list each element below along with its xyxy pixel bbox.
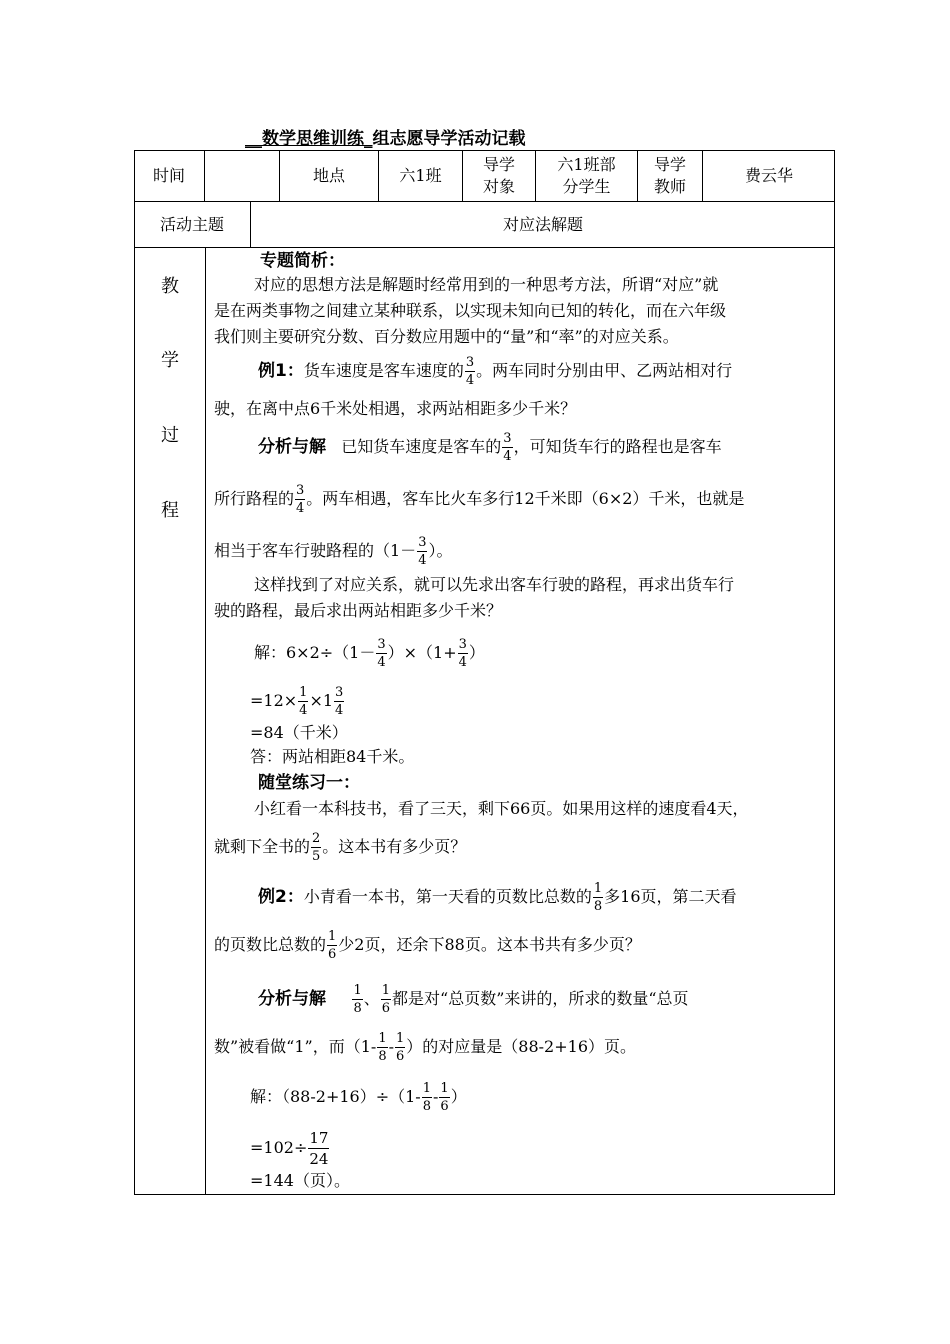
analysis-text: ）的对应量是（88-2+16）页。 <box>406 1037 636 1056</box>
fraction <box>439 1080 449 1115</box>
analysis-label: 分析与解 <box>258 437 326 457</box>
process-label-char: 学 <box>161 350 179 371</box>
denominator: 4 <box>465 373 475 388</box>
title-suffix: 组志愿导学活动记载 <box>372 129 526 149</box>
practice-text: 就剩下全书的 <box>214 837 311 856</box>
teacher-value: 费云华 <box>744 166 793 185</box>
title-underline: __ <box>245 129 262 149</box>
practice-text: 。这本书有多少页？ <box>322 837 467 856</box>
fraction <box>395 1030 405 1065</box>
example-text: 少2页，还余下88页。这本书共有多少页？ <box>338 935 641 954</box>
analysis-1-line: 这样找到了对应关系，就可以先求出客车行驶的路程，再求出货车行 <box>254 575 735 594</box>
numerator: 1 <box>381 983 391 998</box>
process-label-char: 教 <box>161 276 179 297</box>
page-title <box>245 128 705 150</box>
fraction <box>417 534 427 569</box>
intro-line: 是在两类事物之间建立某种联系，以实现未知向已知的转化，而在六年级 <box>214 301 727 320</box>
numerator: 3 <box>377 637 386 652</box>
target-label-line: 导学 <box>482 155 515 174</box>
fraction <box>311 830 321 865</box>
analysis-1-line: 驶的路程，最后求出两站相距多少千米？ <box>214 601 503 620</box>
denominator: 6 <box>328 947 337 962</box>
example-2-label: 例2： <box>258 887 304 907</box>
practice-1-line <box>214 830 828 865</box>
example-text: 的页数比总数的 <box>214 935 327 954</box>
analysis-1-line <box>214 534 828 569</box>
analysis-1-line <box>214 482 828 517</box>
fraction <box>422 1080 432 1115</box>
practice-1-heading: 随堂练习一： <box>258 773 360 793</box>
analysis-text: 、 <box>363 989 380 1008</box>
fraction <box>295 482 305 517</box>
fraction <box>381 982 391 1017</box>
example-2-line <box>214 928 828 963</box>
analysis-text: 所行路程的 <box>214 489 295 508</box>
numerator: 3 <box>418 535 427 550</box>
solution-text: ×1 <box>309 691 334 710</box>
example-text: 小青看一本书，第一天看的页数比总数的 <box>303 887 592 906</box>
denominator: 6 <box>381 1001 391 1016</box>
numerator: 17 <box>309 1129 329 1147</box>
solution-2-line <box>250 1080 864 1115</box>
target-label-line: 对象 <box>482 177 515 196</box>
analysis-text: ）。 <box>428 541 453 560</box>
analysis-1-line <box>258 430 872 465</box>
analysis-text: 相当于客车行驶路程的（1－ <box>214 541 417 560</box>
example-1-line: 驶，在离中点6千米处相遇，求两站相距多少千米？ <box>214 399 577 418</box>
solution-1-line: =84（千米） <box>250 723 348 742</box>
fraction <box>327 928 337 963</box>
numerator: 3 <box>296 483 305 498</box>
title-subject: 数学思维训练 <box>262 129 364 149</box>
numerator: 1 <box>328 929 337 944</box>
solution-text: ） <box>468 643 485 662</box>
analysis-label: 分析与解 <box>258 989 326 1009</box>
analysis-text: 。两车相遇，客车比火车多行12千米即（6×2）千米，也就是 <box>306 489 745 508</box>
fraction <box>376 636 386 671</box>
denominator: 8 <box>422 1099 431 1114</box>
denominator: 4 <box>418 553 427 568</box>
topic-label: 活动主题 <box>159 215 224 234</box>
solution-2-line <box>250 1128 864 1169</box>
fraction <box>352 982 362 1017</box>
solution-text: - <box>433 1087 439 1106</box>
denominator: 6 <box>396 1049 405 1064</box>
analysis-text: ，可知货车行的路程也是客车 <box>513 437 722 456</box>
denominator: 4 <box>458 655 467 670</box>
numerator: 1 <box>299 685 308 700</box>
solution-text: ） <box>450 1087 467 1106</box>
numerator: 3 <box>458 637 467 652</box>
fraction <box>465 354 475 389</box>
solution-text: ）×（1+ <box>387 643 457 662</box>
numerator: 1 <box>378 1031 387 1046</box>
fraction <box>334 684 344 719</box>
solution-text: =102÷ <box>250 1138 308 1157</box>
numerator: 1 <box>440 1081 449 1096</box>
example-text: 。两车同时分别由甲、乙两站相对行 <box>476 361 733 380</box>
analysis-text: 数”被看做“1”，而（1- <box>214 1037 377 1056</box>
process-label-char: 过 <box>161 425 179 446</box>
table-rule <box>205 247 206 1195</box>
intro-line: 我们则主要研究分数、百分数应用题中的“量”和“率”的对应关系。 <box>214 327 679 346</box>
solution-2-line: =144（页）。 <box>250 1171 350 1190</box>
denominator: 5 <box>312 849 321 864</box>
fraction <box>377 1030 387 1065</box>
example-1-label: 例1： <box>258 361 304 381</box>
teacher-label <box>638 150 702 202</box>
analysis-text: - <box>388 1037 394 1056</box>
denominator: 4 <box>335 703 344 718</box>
numerator: 2 <box>312 831 321 846</box>
denominator: 4 <box>296 501 305 516</box>
example-text: 多16页，第二天看 <box>604 887 737 906</box>
time-value <box>205 150 279 202</box>
analysis-text: 已知货车速度是客车的 <box>341 437 502 456</box>
place-label: 地点 <box>312 166 345 185</box>
example-text: 货车速度是客车速度的 <box>303 361 464 380</box>
solution-text: 解：（88-2+16）÷（1- <box>250 1087 421 1106</box>
denominator: 4 <box>503 449 512 464</box>
analysis-2-line <box>258 982 872 1017</box>
denominator: 8 <box>353 1001 362 1016</box>
numerator: 1 <box>422 1081 431 1096</box>
numerator: 3 <box>503 431 512 446</box>
intro-line: 对应的思想方法是解题时经常用到的一种思考方法，所谓“对应”就 <box>254 275 719 294</box>
example-2-line <box>258 880 872 915</box>
denominator: 8 <box>593 899 603 914</box>
solution-1-answer: 答：两站相距84千米。 <box>250 747 415 766</box>
denominator: 8 <box>378 1049 387 1064</box>
solution-1-line <box>254 636 868 671</box>
numerator: 3 <box>465 355 475 370</box>
analysis-2-line <box>214 1030 828 1065</box>
numerator: 1 <box>593 881 603 896</box>
fraction <box>593 880 603 915</box>
title-underline: _ <box>364 129 373 149</box>
solution-text: =12× <box>250 691 298 710</box>
fraction <box>298 684 308 719</box>
target-value-line: 六1班部 <box>557 155 616 174</box>
practice-1-line: 小红看一本科技书，看了三天，剩下66页。如果用这样的速度看4天， <box>254 799 749 818</box>
numerator: 1 <box>396 1031 405 1046</box>
example-1-line <box>258 354 872 389</box>
target-value <box>536 150 637 202</box>
teacher-label-line: 导学 <box>653 155 686 174</box>
teacher-label-line: 教师 <box>653 177 686 196</box>
target-value-line: 分学生 <box>562 177 611 196</box>
place-value: 六1班 <box>399 166 442 185</box>
fraction <box>502 430 512 465</box>
analysis-text: 都是对“总页数”来讲的，所求的数量“总页 <box>392 989 689 1008</box>
denominator: 6 <box>440 1099 449 1114</box>
numerator: 3 <box>335 685 344 700</box>
denominator: 24 <box>309 1150 329 1168</box>
fraction <box>458 636 468 671</box>
target-label <box>463 150 535 202</box>
denominator: 4 <box>299 703 308 718</box>
intro-heading: 专题简析： <box>260 251 345 271</box>
solution-1-line <box>250 684 864 719</box>
denominator: 4 <box>377 655 386 670</box>
fraction <box>308 1128 329 1169</box>
time-label: 时间 <box>152 166 185 185</box>
solution-text: 解：6×2÷（1－ <box>254 643 376 662</box>
topic-value: 对应法解题 <box>502 215 583 234</box>
process-label-char: 程 <box>161 500 179 521</box>
numerator: 1 <box>353 983 362 998</box>
